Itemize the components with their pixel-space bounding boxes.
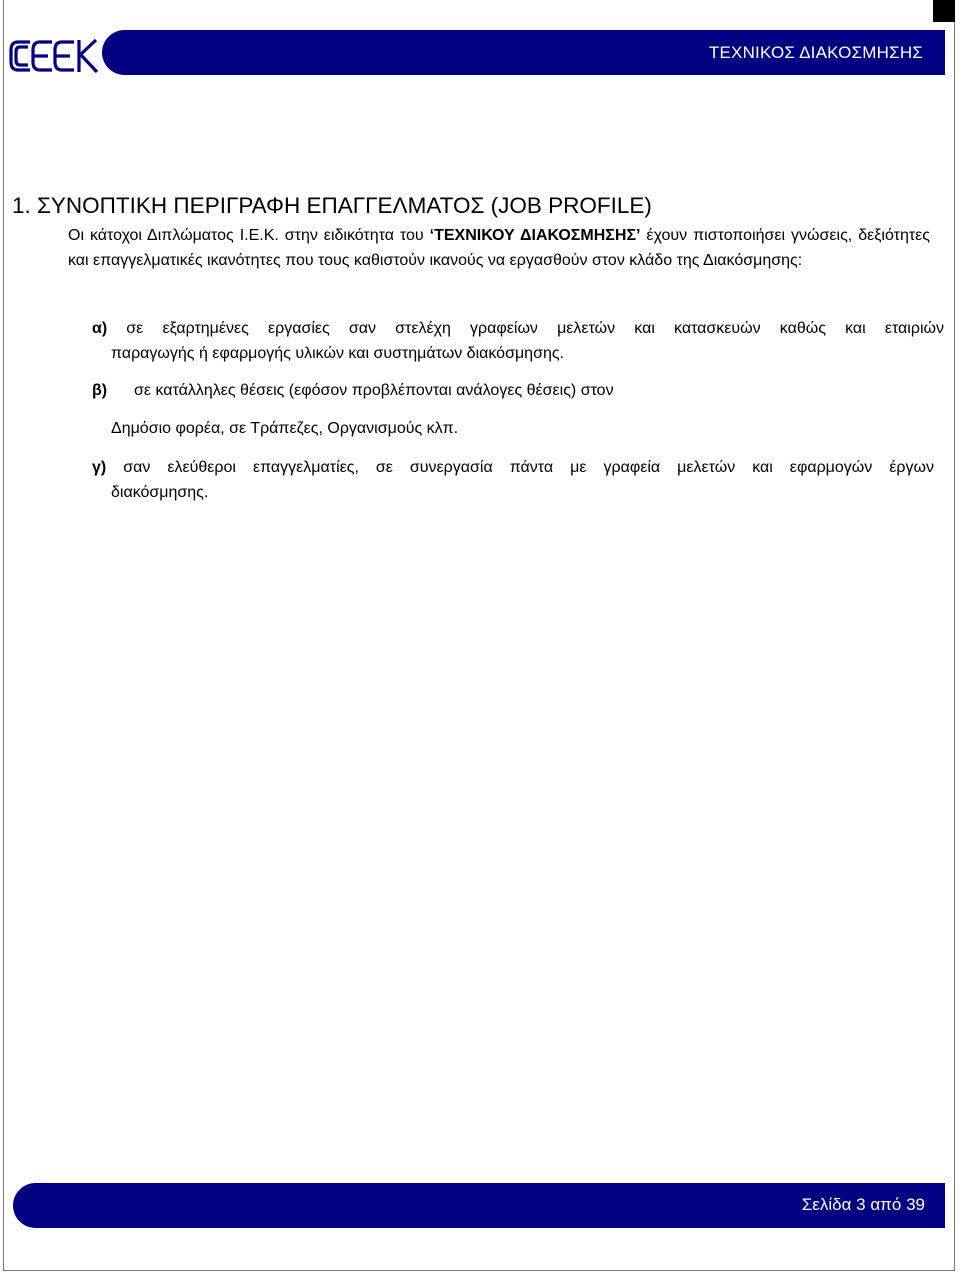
footer-bar [13,1183,945,1228]
list-marker-c: γ) [92,459,107,476]
list-item-b-line2: Δημόσιο φορέα, σε Τράπεζες, Οργανισμούς κλπ. [111,420,459,437]
list-marker-a: α) [92,320,108,337]
header-title: ΤΕΧΝΙΚΟΣ ΔΙΑΚΟΣΜΗΣΗΣ [708,43,923,62]
list-item-c-text: σαν ελεύθεροι επαγγελματίες, σε συνεργασία πάντα με γραφεία μελετών και εφαρμογών έργων [106,459,934,476]
list-item-c-line2: διακόσμησης. [111,484,209,501]
ceek-logo-icon [8,36,100,76]
list-item-b-text: σε κατάλληλες θέσεις (εφόσον προβλέπονται ανάλογες θέσεις) στον [134,382,614,399]
list-item-a [92,316,944,366]
list-item-b [92,378,932,403]
list-item-a-text: σε εξαρτημένες εργασίες σαν στελέχη γραφείων μελετών και κατασκευών καθώς και εταιριών [107,320,944,337]
header-bar [102,30,945,75]
page-border [3,0,955,1271]
list-marker-b: β) [92,382,108,399]
page-number: Σελίδα 3 από 39 [801,1195,925,1214]
intro-text-start: Οι κάτοχοι Διπλώματος Ι.Ε.Κ. στην ειδικότητα του [68,227,430,244]
list-item-c [92,455,934,505]
section-title: 1. ΣΥΝΟΠΤΙΚΗ ΠΕΡΙΓΡΑΦΗ ΕΠΑΓΓΕΛΜΑΤΟΣ (JOB PROFILE) [12,193,652,218]
list-item-c-line1 [92,455,934,480]
list-item-a-line2: παραγωγής ή εφαρμογής υλικών και συστημάτων διακόσμησης. [111,345,564,362]
corner-mark [933,0,955,22]
intro-text-end: έχουν πιστοποιήσει γνώσεις, δεξιότητες και επαγγελματικές ικανότητες που τους καθιστούν ικανούς να εργασθούν στον κλάδο της Διακόσμησης: [68,227,930,269]
list-item-a-line1 [92,316,944,341]
intro-keyword: ‘ΤΕΧΝΙΚΟΥ ΔΙΑΚΟΣΜΗΣΗΣ’ [429,227,641,244]
intro-paragraph [68,223,930,273]
